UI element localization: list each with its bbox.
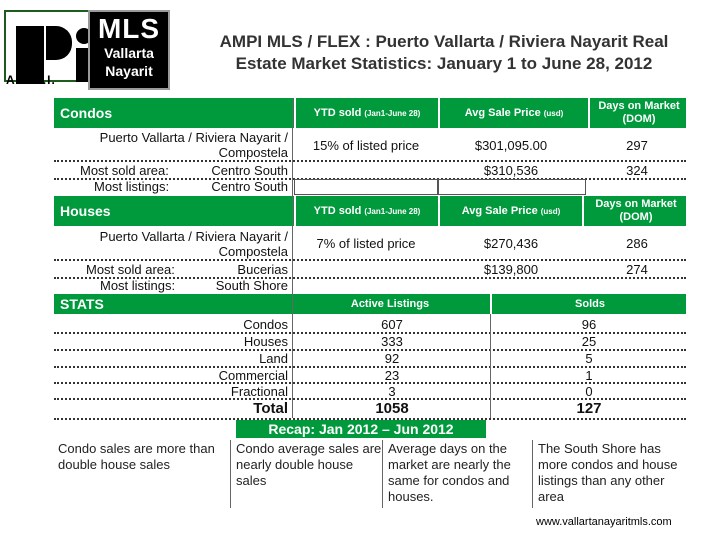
stats-row-active: 607	[381, 317, 403, 332]
stats-row-active: 333	[381, 334, 403, 349]
mls-logo	[88, 10, 170, 90]
recap-note: Average days on the market are nearly the same for condos and houses.	[388, 441, 511, 504]
houses-col-ytd-label: YTD sold	[313, 204, 362, 217]
recap-separator	[382, 440, 383, 508]
stats-row-solds: 5	[585, 351, 593, 366]
condos-header-bar	[54, 98, 686, 128]
condos-most-listings-value: Centro South	[211, 179, 288, 194]
recap-header: Recap: Jan 2012 – Jun 2012	[236, 420, 486, 438]
condos-most-sold-avg: $310,536	[483, 163, 539, 178]
stats-header-bar	[54, 294, 686, 314]
condos-col-ytd	[294, 98, 438, 128]
condos-most-sold-dom: 324	[626, 163, 648, 178]
column-separator	[292, 98, 293, 418]
houses-ytd: 7% of listed price	[316, 236, 416, 251]
houses-most-listings-value: South Shore	[215, 278, 288, 293]
stats-row-solds: 25	[581, 334, 597, 349]
condos-ytd: 15% of listed price	[312, 138, 420, 153]
condos-col-avg-unit: (usd)	[543, 108, 564, 118]
stats-row-label: Fractional	[230, 384, 288, 399]
houses-col-ytd-range: (Jan1-June 28)	[364, 206, 421, 216]
condos-col-avg	[438, 98, 588, 128]
houses-most-sold-dom: 274	[626, 262, 648, 277]
stats-row-solds: 1	[585, 368, 593, 383]
page-title-line1: AMPI MLS / FLEX : Puerto Vallarta / Riviera Nayarit Real	[219, 32, 669, 51]
houses-col-ytd	[294, 196, 438, 226]
condos-most-sold-label: Most sold area:	[80, 163, 169, 178]
stats-col-active: Active Listings	[350, 297, 430, 310]
condos-region-line2: Compostela	[218, 145, 288, 160]
condos-col-avg-label: Avg Sale Price	[464, 106, 541, 119]
stats-row-solds: 96	[581, 317, 597, 332]
houses-most-sold-value: Bucerias	[237, 262, 288, 277]
ampi-logo	[4, 10, 90, 82]
condos-most-listings-label: Most listings:	[94, 179, 170, 194]
stats-row-active: 23	[384, 368, 400, 383]
condos-dom: 297	[626, 138, 648, 153]
stats-total-solds: 127	[576, 400, 602, 417]
houses-header-bar	[54, 196, 686, 226]
page-title-line2: Estate Market Statistics: January 1 to June 28, 2012	[235, 54, 653, 73]
condos-col-dom: Days on Market (DOM)	[588, 98, 688, 128]
empty-cell	[438, 179, 586, 195]
houses-col-avg-unit: (usd)	[540, 206, 561, 216]
stats-row-label: Houses	[243, 334, 288, 349]
houses-col-avg	[438, 196, 582, 226]
ampi-logo-text: A.M.P.I.	[6, 73, 56, 87]
condos-most-sold-value: Centro South	[211, 163, 288, 178]
stats-header: STATS	[60, 296, 104, 312]
houses-col-avg-label: Avg Sale Price	[461, 204, 538, 217]
mls-logo-nayarit: Nayarit	[105, 63, 153, 79]
houses-header: Houses	[60, 203, 111, 219]
recap-separator	[532, 440, 533, 508]
condos-col-ytd-range: (Jan1-June 28)	[364, 108, 421, 118]
mls-logo-text: MLS	[97, 13, 161, 44]
empty-cell	[294, 179, 438, 195]
condos-col-ytd-label: YTD sold	[313, 106, 362, 119]
houses-region-line2: Compostela	[218, 244, 288, 259]
mls-logo-vallarta: Vallarta	[104, 45, 154, 61]
stats-row-label: Condos	[243, 317, 288, 332]
logo-p-bowl	[46, 26, 72, 60]
recap-note: Condo average sales are nearly double house sales	[236, 441, 382, 488]
houses-most-sold-label: Most sold area:	[86, 262, 175, 277]
divider	[54, 160, 686, 162]
houses-most-sold-avg: $139,800	[483, 262, 539, 277]
stats-row-active: 3	[388, 384, 396, 399]
houses-col-dom: Days on Market (DOM)	[582, 196, 688, 226]
recap-note: Condo sales are more than double house sales	[58, 441, 215, 472]
condos-avg: $301,095.00	[474, 138, 548, 153]
stats-total-active: 1058	[375, 400, 409, 417]
stats-row-solds: 0	[585, 384, 593, 399]
website-link[interactable]: www.vallartanayaritmls.com	[536, 516, 672, 528]
condos-header: Condos	[60, 105, 113, 121]
column-separator	[490, 314, 491, 418]
divider	[54, 259, 686, 261]
houses-dom: 286	[626, 236, 648, 251]
houses-region-line1: Puerto Vallarta / Riviera Nayarit /	[99, 229, 288, 244]
stats-col-solds: Solds	[490, 294, 688, 314]
recap-note: The South Shore has more condos and house listings than any other area	[538, 441, 678, 504]
houses-most-listings-label: Most listings:	[100, 278, 176, 293]
page-title	[184, 31, 704, 75]
houses-avg: $270,436	[483, 236, 539, 251]
stats-row-label: Land	[259, 351, 288, 366]
stats-total-label: Total	[253, 400, 288, 417]
condos-region-line1: Puerto Vallarta / Riviera Nayarit /	[99, 130, 288, 145]
recap-separator	[230, 440, 231, 508]
stats-row-active: 92	[384, 351, 400, 366]
stats-row-label: Commercial	[218, 368, 288, 383]
